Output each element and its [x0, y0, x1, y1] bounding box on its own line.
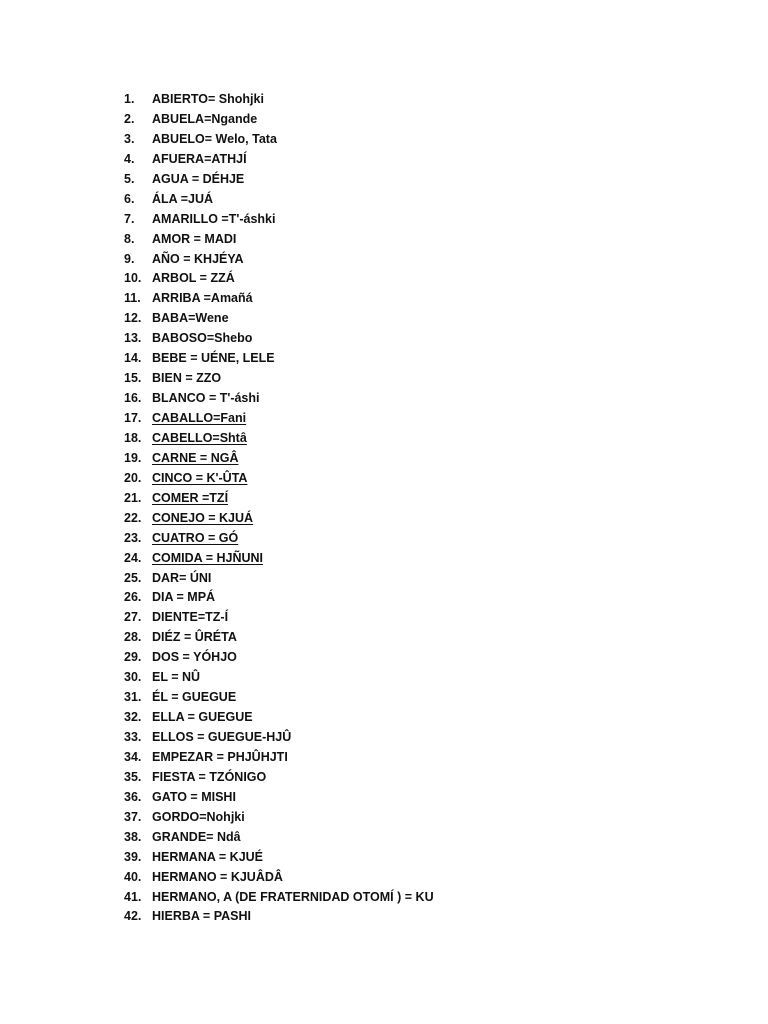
vocabulary-entry: GORDO=Nohjki: [152, 809, 245, 824]
list-item: [124, 329, 434, 349]
item-number: 12.: [124, 311, 142, 326]
item-number: 34.: [124, 749, 142, 764]
list-item: [124, 608, 434, 628]
item-number: 14.: [124, 351, 142, 366]
item-number: 24.: [124, 550, 142, 565]
vocabulary-entry: ARBOL = ZZÁ: [152, 271, 235, 286]
vocabulary-entry: EMPEZAR = PHJÛHJTI: [152, 749, 288, 764]
item-number: 32.: [124, 710, 142, 725]
vocabulary-entry: CARNE = NGÂ: [152, 450, 239, 465]
vocabulary-entry: ABIERTO= Shohjki: [152, 92, 264, 106]
item-number: 18.: [124, 430, 142, 445]
vocabulary-entry: CABELLO=Shtâ: [152, 430, 247, 445]
item-number: 7.: [124, 211, 135, 226]
vocabulary-entry: HERMANO, A (DE FRATERNIDAD OTOMÍ ) = KU: [152, 889, 434, 904]
vocabulary-entry: AMOR = MADI: [152, 231, 237, 246]
item-number: 33.: [124, 730, 142, 744]
list-item: [124, 349, 434, 369]
vocabulary-entry: FIESTA = TZÓNIGO: [152, 769, 267, 784]
list-item: [124, 628, 434, 648]
item-number: 9.: [124, 251, 135, 266]
vocabulary-entry: DIÉZ = ÛRÉTA: [152, 630, 237, 645]
list-item: [124, 210, 434, 230]
vocabulary-entry: HERMANA = KJUÉ: [152, 849, 264, 864]
item-number: 13.: [124, 331, 142, 346]
item-number: 21.: [124, 490, 142, 505]
vocabulary-entry: CABALLO=Fani: [152, 411, 247, 425]
vocabulary-entry: ELLOS = GUEGUE-HJÛ: [152, 730, 292, 744]
item-number: 37.: [124, 809, 142, 824]
item-number: 2.: [124, 111, 135, 126]
item-number: 39.: [124, 849, 142, 864]
vocabulary-entry: BEBE = UÉNE, LELE: [152, 351, 275, 366]
item-number: 42.: [124, 909, 142, 924]
item-number: 10.: [124, 271, 142, 286]
vocabulary-entry: BABOSO=Shebo: [152, 331, 253, 346]
vocabulary-entry: CUATRO = GÓ: [152, 530, 239, 545]
item-number: 4.: [124, 151, 135, 166]
vocabulary-entry: DAR= ÚNI: [152, 570, 212, 585]
list-item: [124, 808, 434, 828]
vocabulary-entry: HERMANO = KJUÂDÂ: [152, 869, 283, 884]
vocabulary-entry: AFUERA=ATHJÍ: [152, 151, 247, 166]
item-number: 36.: [124, 789, 142, 804]
item-number: 27.: [124, 610, 142, 625]
item-number: 30.: [124, 670, 142, 685]
item-number: 5.: [124, 171, 135, 186]
list-item: [124, 688, 434, 708]
item-number: 20.: [124, 470, 142, 485]
list-item: [124, 848, 434, 868]
vocabulary-entry: ELLA = GUEGUE: [152, 710, 253, 725]
vocabulary-entry: ABUELO= Welo, Tata: [152, 131, 277, 146]
vocabulary-entry: GRANDE= Ndâ: [152, 829, 241, 844]
list-item: [124, 529, 434, 549]
vocabulary-entry: BLANCO = T'-áshi: [152, 391, 260, 406]
list-item: [124, 170, 434, 190]
item-number: 16.: [124, 391, 142, 406]
item-number: 15.: [124, 371, 142, 386]
list-item: [124, 250, 434, 270]
list-item: [124, 828, 434, 848]
list-item: [124, 429, 434, 449]
vocabulary-entry: AMARILLO =T'-áshki: [152, 211, 276, 226]
list-item: [124, 489, 434, 509]
list-item: [124, 907, 434, 927]
vocabulary-entry: AÑO = KHJÉYA: [152, 251, 244, 266]
vocabulary-entry: BABA=Wene: [152, 311, 229, 326]
item-number: 26.: [124, 590, 142, 605]
vocabulary-entry: COMIDA = HJÑUNI: [152, 550, 264, 565]
list-item: [124, 888, 434, 908]
item-number: 25.: [124, 570, 142, 585]
item-number: 3.: [124, 131, 135, 146]
vocabulary-entry: BIEN = ZZO: [152, 371, 222, 386]
list-item: [124, 469, 434, 489]
vocabulary-entry: DOS = YÓHJO: [152, 650, 237, 665]
vocabulary-entry: CONEJO = KJUÁ: [152, 510, 254, 525]
vocabulary-entry: ÉL = GUEGUE: [152, 690, 237, 705]
list-item: [124, 90, 434, 110]
item-number: 38.: [124, 829, 142, 844]
list-item: [124, 569, 434, 589]
list-item: [124, 369, 434, 389]
vocabulary-entry: ABUELA=Ngande: [152, 111, 258, 126]
list-item: [124, 409, 434, 429]
item-number: 40.: [124, 869, 142, 884]
list-item: [124, 449, 434, 469]
list-item: [124, 309, 434, 329]
item-number: 17.: [124, 411, 142, 425]
list-item: [124, 289, 434, 309]
item-number: 31.: [124, 690, 142, 705]
list-item: [124, 668, 434, 688]
item-number: 11.: [124, 291, 141, 306]
list-item: [124, 648, 434, 668]
vocabulary-entry: COMER =TZÍ: [152, 490, 229, 505]
list-item: [124, 549, 434, 569]
list-item: [124, 110, 434, 130]
item-number: 23.: [124, 530, 142, 545]
list-item: [124, 269, 434, 289]
item-number: 29.: [124, 650, 142, 665]
item-number: 8.: [124, 231, 135, 246]
vocabulary-entry: EL = NÛ: [152, 670, 201, 685]
list-item: [124, 868, 434, 888]
item-number: 1.: [124, 92, 135, 106]
list-item: [124, 389, 434, 409]
list-item: [124, 130, 434, 150]
list-item: [124, 588, 434, 608]
list-item: [124, 230, 434, 250]
item-number: 41.: [124, 889, 142, 904]
list-item: [124, 509, 434, 529]
item-number: 19.: [124, 450, 142, 465]
vocabulary-entry: CINCO = K'-ÛTA: [152, 470, 248, 485]
vocabulary-list: [124, 90, 434, 927]
list-item: [124, 728, 434, 748]
vocabulary-entry: HIERBA = PASHI: [152, 909, 251, 924]
item-number: 35.: [124, 769, 142, 784]
vocabulary-entry: ARRIBA =Amañá: [152, 291, 253, 306]
list-item: [124, 190, 434, 210]
list-item: [124, 768, 434, 788]
list-item: [124, 748, 434, 768]
list-item: [124, 708, 434, 728]
item-number: 6.: [124, 191, 135, 206]
vocabulary-entry: DIA = MPÁ: [152, 590, 216, 605]
list-item: [124, 788, 434, 808]
vocabulary-entry: AGUA = DÉHJE: [152, 171, 245, 186]
item-number: 22.: [124, 510, 142, 525]
item-number: 28.: [124, 630, 142, 645]
vocabulary-entry: ÁLA =JUÁ: [152, 191, 214, 206]
vocabulary-entry: GATO = MISHI: [152, 789, 236, 804]
vocabulary-entry: DIENTE=TZ-Í: [152, 610, 229, 625]
list-item: [124, 150, 434, 170]
